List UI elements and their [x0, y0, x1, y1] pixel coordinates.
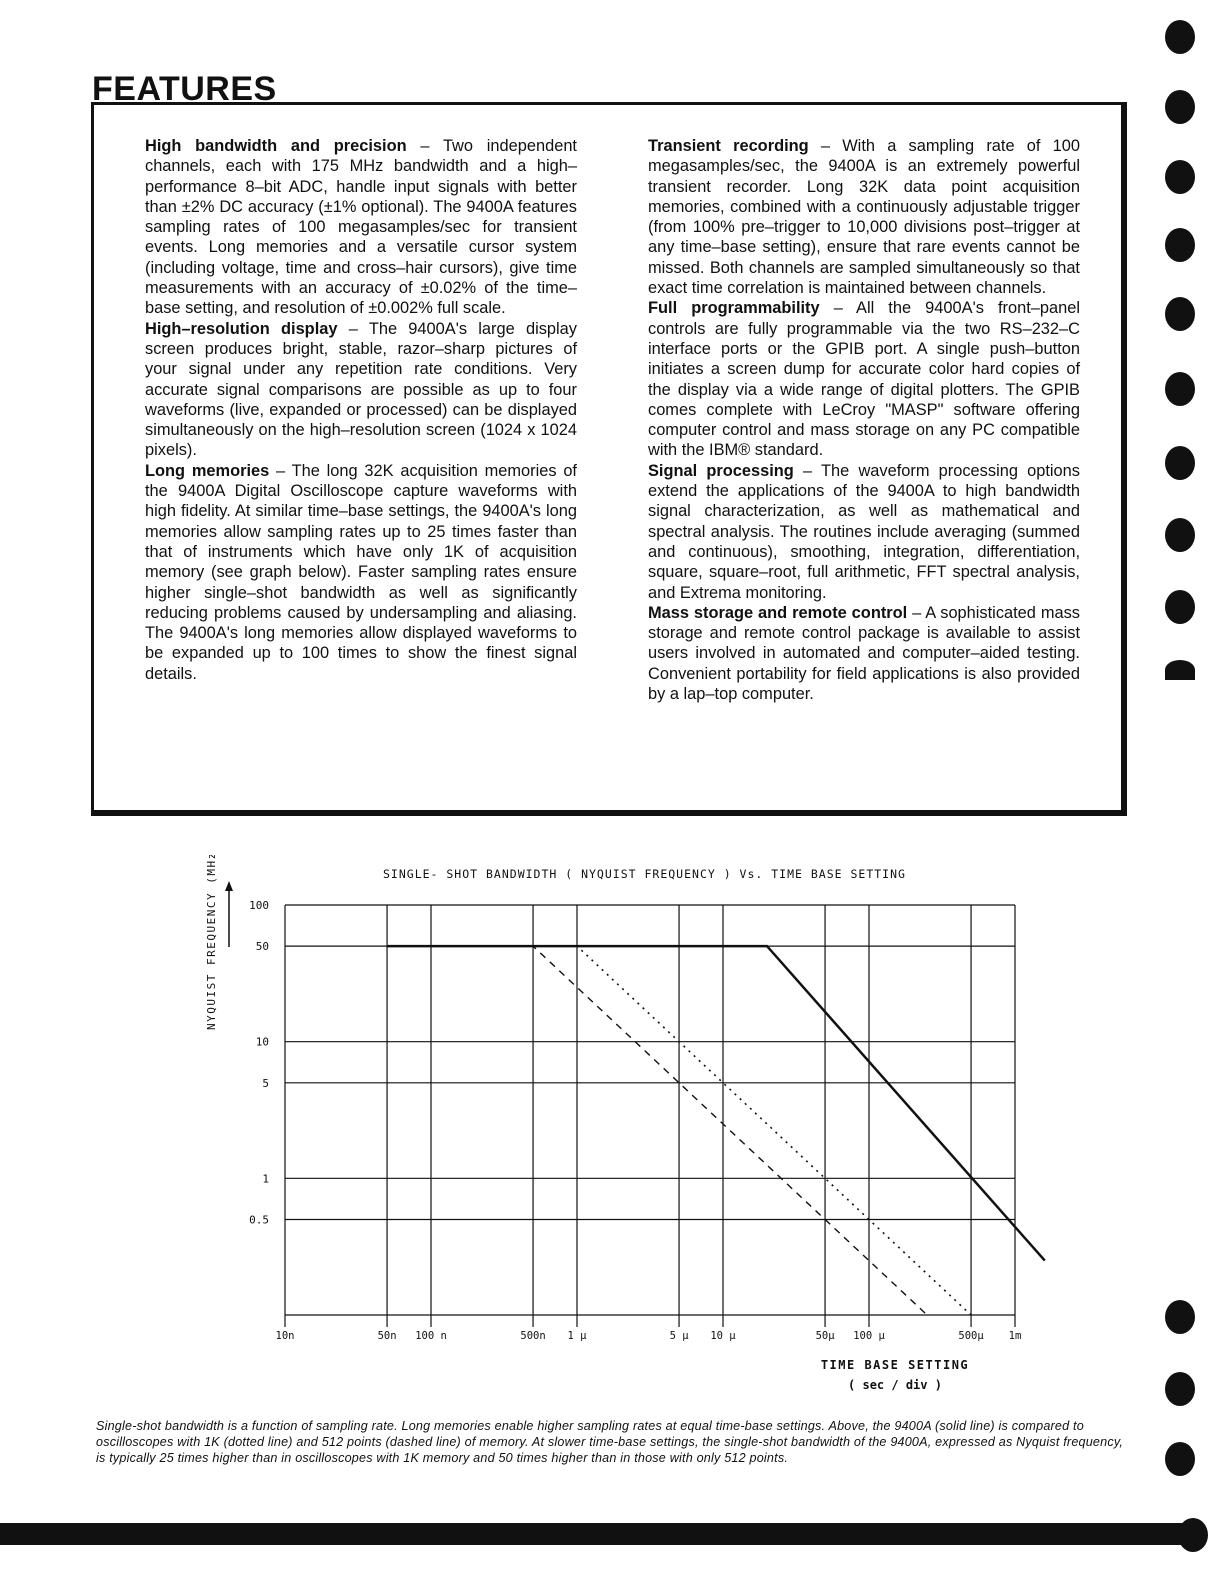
page-title: FEATURES [92, 70, 277, 108]
punch-hole-icon [1165, 372, 1195, 406]
y-axis-label: NYQUIST FREQUENCY (MHz) [205, 855, 218, 1030]
feature-separator: – [406, 137, 443, 155]
series-line-dashed [387, 946, 927, 1315]
feature-separator: – [808, 137, 843, 155]
features-left-column [145, 136, 577, 684]
feature-heading: Long memories [145, 461, 270, 480]
chart-title: SINGLE- SHOT BANDWIDTH ( NYQUIST FREQUENCY ) Vs. TIME BASE SETTING [383, 867, 906, 881]
feature-high-bandwidth [145, 136, 577, 319]
punch-hole-icon [1165, 1442, 1195, 1476]
y-tick-label: 10 [255, 1035, 269, 1049]
feature-mass-storage [648, 603, 1080, 704]
x-tick-label: 10n [275, 1330, 295, 1342]
feature-body: The waveform processing options extend the applications of the 9400A to high bandwidth signal characterization, as well as mathematical and spectral analysis. The routines include averaging (summed and continuous), smoothing, integration, differentiation, square, square–root, full arithmetic, FFT spectral analysis, and Extrema monitoring. [648, 461, 1080, 602]
feature-full-programmability [648, 298, 1080, 460]
features-right-column [648, 136, 1080, 704]
feature-heading: Signal processing [648, 461, 794, 480]
x-tick-label: 10 μ [710, 1330, 736, 1342]
feature-separator: – [793, 461, 822, 480]
feature-separator: – [907, 603, 926, 622]
x-tick-label: 1m [1008, 1330, 1022, 1342]
punch-hole-icon [1165, 518, 1195, 552]
punch-hole-icon [1165, 90, 1195, 124]
feature-body: The long 32K acquisition memories of the 9400A Digital Oscilloscope capture waveforms with high fidelity. At similar time–base settings, the 9400A's long memories allow sampling rates up to 25 times faster than that of instruments which have only 1K of acquisition memory (see graph below). Faster sampling rates ensure higher single–shot bandwidth as well as significantly reducing problems caused by undersampling and aliasing. The 9400A's long memories allow displayed waveforms to be expanded up to 100 times to show the finest signal details. [145, 461, 577, 683]
feature-signal-processing [648, 461, 1080, 603]
feature-heading: Full programmability [648, 299, 820, 318]
y-tick-label: 1 [262, 1172, 269, 1186]
x-tick-label: 50μ [815, 1330, 835, 1342]
punch-hole-icon [1178, 1518, 1208, 1552]
punch-hole-icon [1165, 297, 1195, 331]
bandwidth-chart [195, 855, 1075, 1400]
x-axis-units: ( sec / div ) [848, 1378, 942, 1392]
feature-heading: High–resolution display [145, 319, 338, 338]
feature-separator: – [269, 461, 292, 480]
chart-svg [195, 855, 1075, 1400]
feature-separator: – [819, 299, 857, 318]
figure-caption: Single-shot bandwidth is a function of sampling rate. Long memories enable higher sampling rates at equal time-base settings. Above, the 9400A (solid line) is compared to oscilloscopes with 1K (dotted line) and 512 points (dashed line) of memory. At slower time-base settings, the single-shot bandwidth of the 9400A, expressed as Nyquist frequency, is typically 25 times higher than in oscilloscopes with 1K memory and 50 times higher than in those with only 512 points. [96, 1419, 1124, 1465]
feature-body: With a sampling rate of 100 megasamples/sec, the 9400A is an extremely powerful transient recorder. Long 32K data point acquisition memories, combined with a continuously adjustable trigger (from 100% pre–trigger to 10,000 divisions post–trigger at any time–base setting), ensure that rare events cannot be missed. Both channels are sampled simultaneously so that exact time correlation is maintained between channels. [648, 137, 1080, 298]
feature-body: All the 9400A's front–panel controls are fully programmable via the two RS–232–C interface ports or the GPIB port. A single push–button initiates a screen dump for accurate color hard copies of the display via a wide range of digital plotters. The GPIB comes complete with LeCroy "MASP" software offering computer control and mass storage on any PC compatible with the IBM® standard. [648, 299, 1080, 460]
feature-body: Two independent channels, each with 175 MHz bandwidth and a high–performance 8–bit ADC, handle input signals with better than ±2% DC accuracy (±1% optional). The 9400A features sampling rates of 100 megasamples/sec for transient events. Long memories and a versatile cursor system (including voltage, time and cross–hair cursors), give time measurements with an accuracy of ±0.02% of the time–base setting, and resolution of ±0.002% full scale. [145, 137, 577, 318]
y-tick-label: 100 [249, 899, 269, 912]
feature-high-resolution-display [145, 319, 577, 461]
y-tick-label: 50 [255, 940, 269, 954]
punch-hole-icon [1165, 446, 1195, 480]
y-tick-label: 5 [262, 1076, 269, 1090]
punch-hole-icon [1165, 160, 1195, 194]
feature-body: The 9400A's large display screen produces bright, stable, razor–sharp pictures of your signal under any repetition rate conditions. Very accurate signal comparisons are possible as up to four waveforms (live, expanded or processed) can be displayed simultaneously on the high–resolution screen (1024 x 1024 pixels). [145, 319, 577, 460]
footer-rule [0, 1523, 1200, 1545]
x-tick-label: 50n [377, 1330, 397, 1342]
feature-heading: Mass storage and remote control [648, 603, 908, 622]
x-tick-label: 100 μ [853, 1330, 885, 1342]
punch-hole-icon [1165, 20, 1195, 54]
feature-body: A sophisticated mass storage and remote control package is available to assist users involved in automated and computer–aided testing. Convenient portability for field applications is also provided by a lap–top computer. [648, 603, 1080, 704]
punch-hole-icon [1165, 1372, 1195, 1406]
x-tick-label: 1 μ [567, 1330, 587, 1342]
feature-heading: Transient recording [648, 137, 809, 155]
feature-transient-recording [648, 136, 1080, 298]
x-tick-label: 5 μ [669, 1330, 689, 1342]
x-axis-label: TIME BASE SETTING [820, 1358, 970, 1372]
x-tick-label: 500n [520, 1330, 546, 1342]
feature-separator: – [337, 319, 369, 338]
x-tick-label: 100 n [415, 1330, 447, 1342]
punch-hole-icon [1165, 228, 1195, 262]
series-line-solid [387, 946, 1045, 1261]
feature-heading: High bandwidth and precision [145, 137, 407, 155]
feature-long-memories [145, 461, 577, 684]
punch-hole-icon [1165, 590, 1195, 624]
punch-hole-icon [1165, 660, 1195, 680]
y-tick-label: 0.5 [249, 1213, 269, 1227]
punch-hole-icon [1165, 1300, 1195, 1334]
x-tick-label: 500μ [958, 1330, 984, 1342]
y-axis-arrow-icon [225, 881, 233, 891]
